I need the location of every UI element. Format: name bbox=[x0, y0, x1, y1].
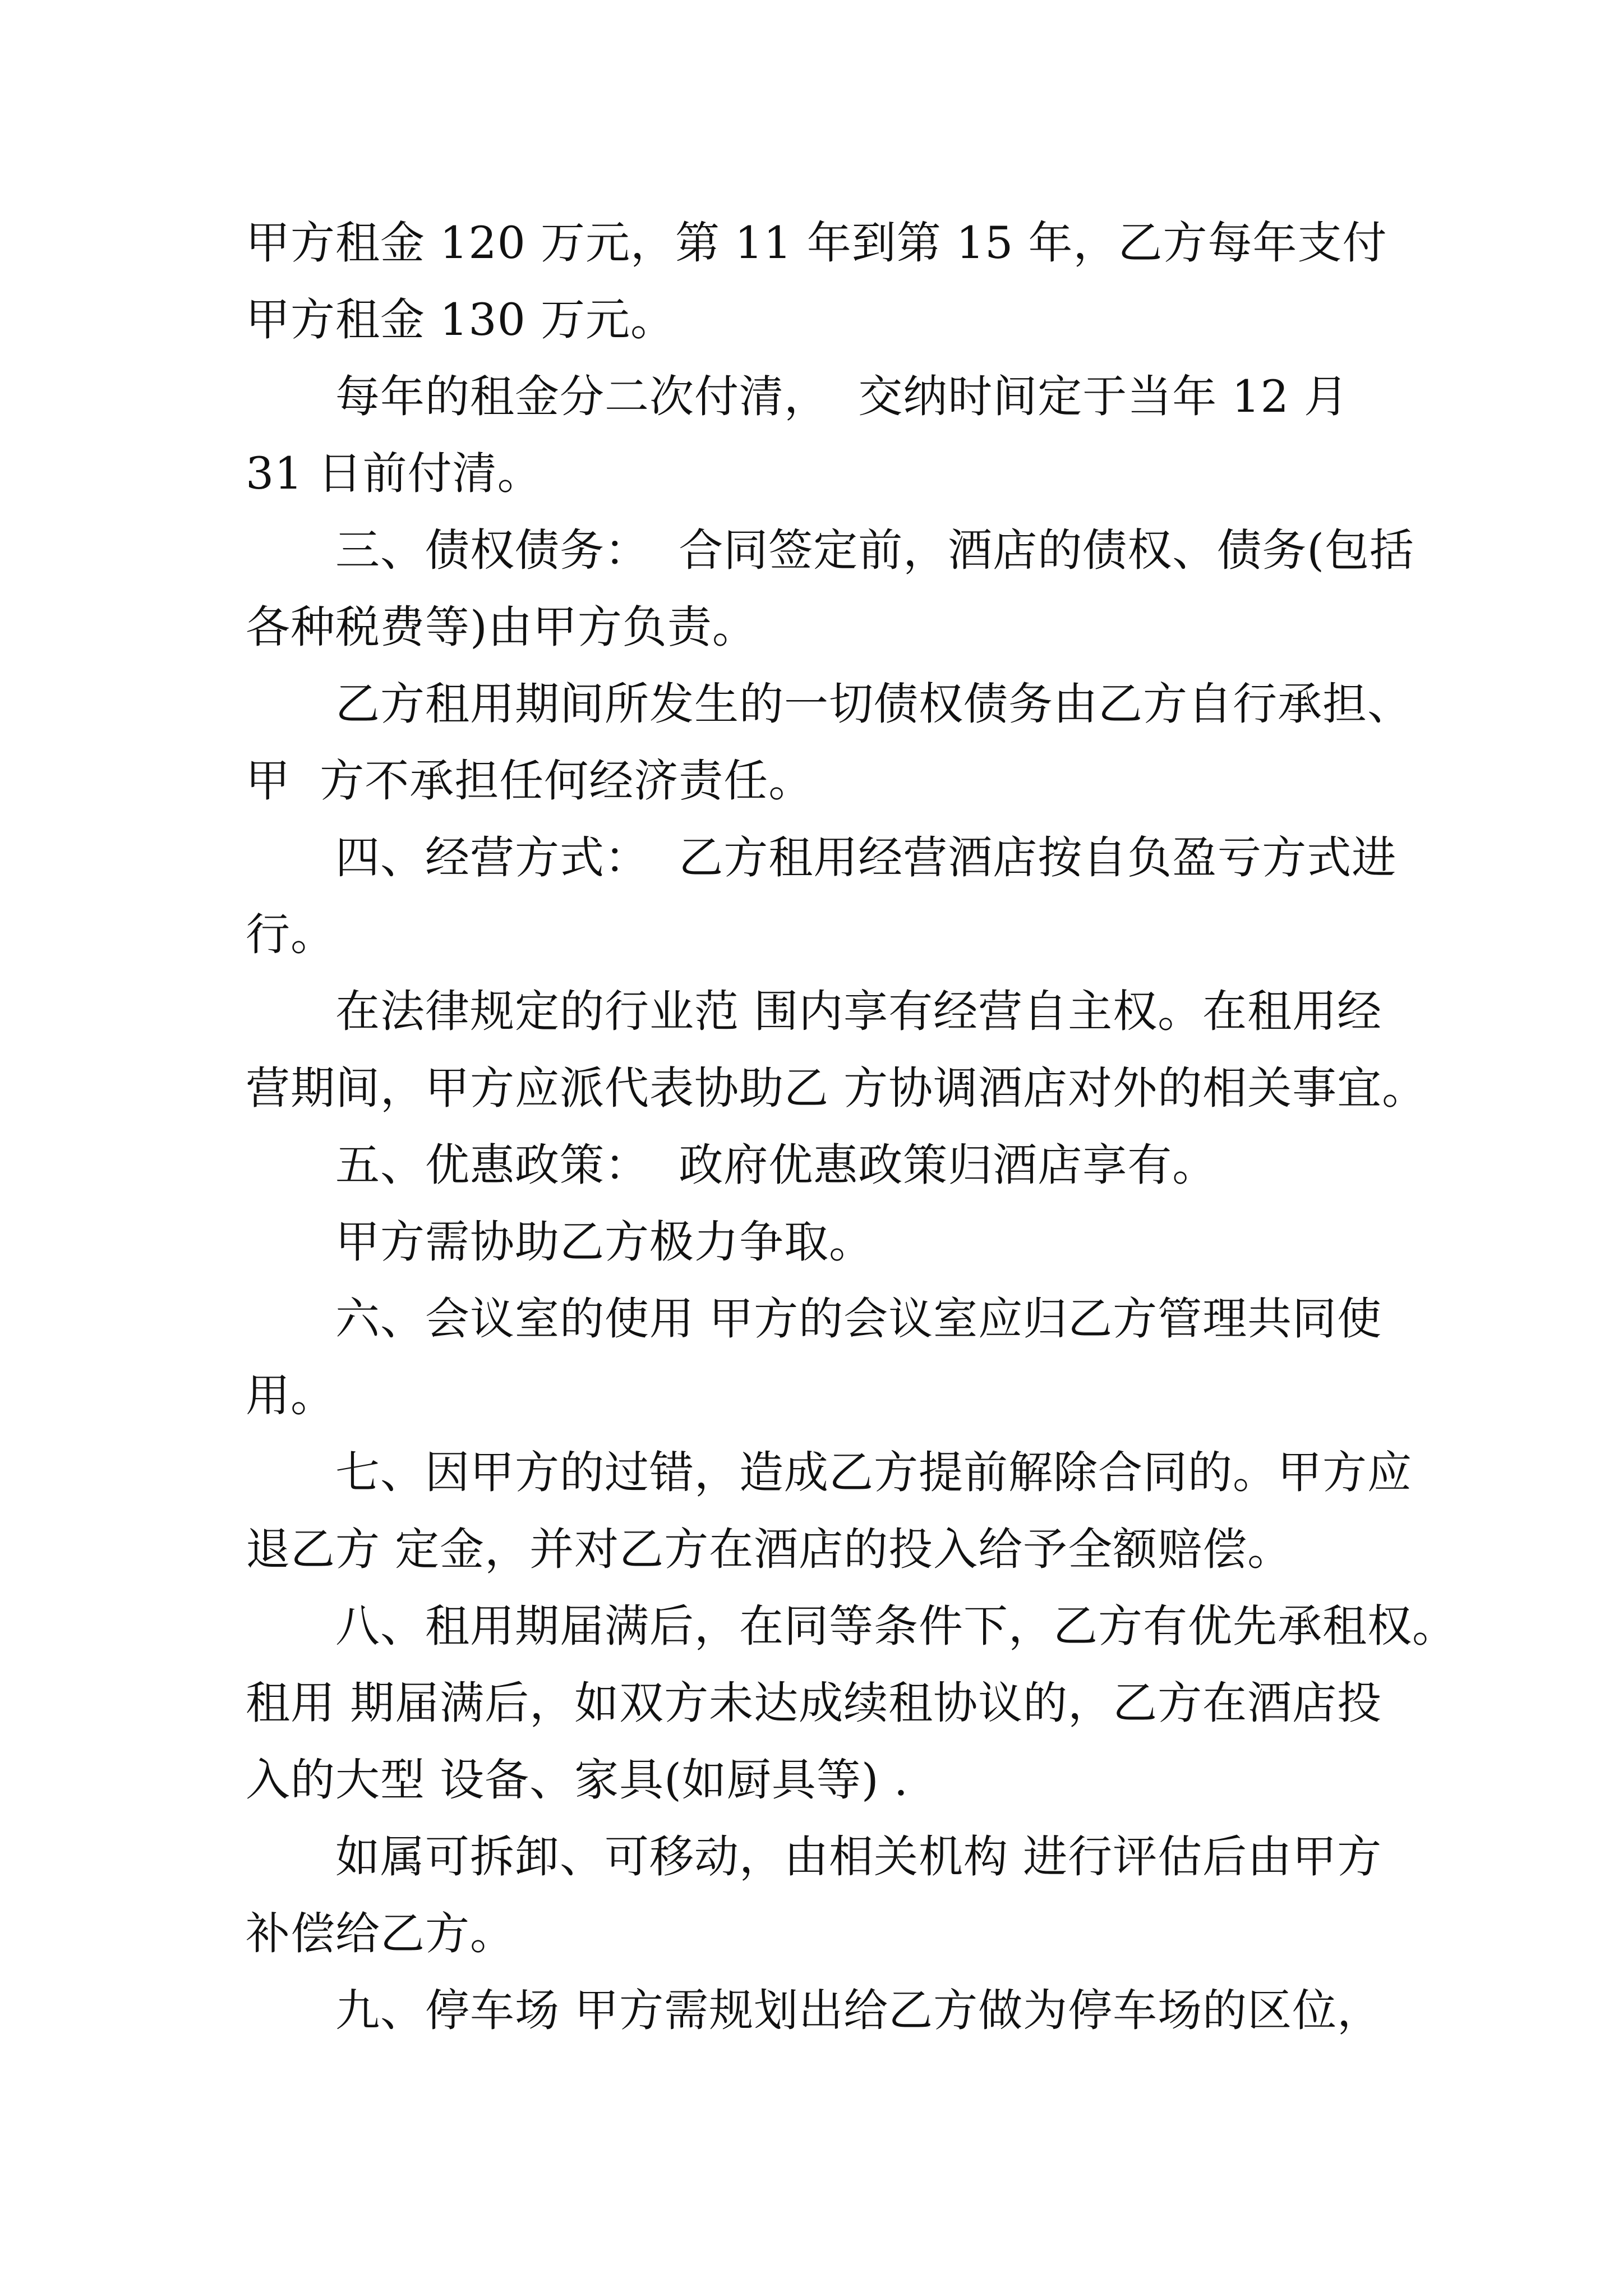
section-heading-line: 九、停车场 甲方需规划出给乙方做为停车场的区位， bbox=[335, 1985, 1382, 2036]
paragraph-start-line: 甲方需协助乙方极力争取。 bbox=[335, 1216, 874, 1268]
text-line: 租用 期届满后，如双方未达成续租协议的，乙方在酒店投 bbox=[246, 1677, 1382, 1729]
section-heading-line: 八、租用期届满后，在同等条件下，乙方有优先承租权。 bbox=[335, 1600, 1457, 1652]
text-line: 用。 bbox=[246, 1370, 335, 1421]
text-line: 31 日前付清。 bbox=[246, 448, 542, 499]
paragraph-start-line: 乙方租用期间所发生的一切债权债务由乙方自行承担、 bbox=[335, 678, 1412, 730]
section-heading-line: 七、因甲方的过错，造成乙方提前解除合同的。甲方应 bbox=[335, 1447, 1412, 1498]
paragraph-start-line: 在法律规定的行业范 围内享有经营自主权。在租用经 bbox=[335, 986, 1382, 1037]
section-heading-line: 六、会议室的使用 甲方的会议室应归乙方管理共同使 bbox=[335, 1293, 1382, 1345]
text-line: 各种税费等)由甲方负责。 bbox=[246, 601, 757, 653]
text-line: 补偿给乙方。 bbox=[246, 1908, 515, 1959]
paragraph-start-line: 如属可拆卸、可移动，由相关机构 进行评估后由甲方 bbox=[335, 1831, 1382, 1883]
section-heading-line: 五、优惠政策： 政府优惠政策归酒店享有。 bbox=[335, 1139, 1218, 1191]
text-line: 入的大型 设备、家具(如厨具等) . bbox=[246, 1754, 909, 1806]
text-line: 行。 bbox=[246, 909, 335, 960]
section-heading-line: 三、债权债务： 合同签定前，酒店的债权、债务(包括 bbox=[335, 524, 1415, 576]
text-line: 退乙方 定金，并对乙方在酒店的投入给予全额赔偿。 bbox=[246, 1524, 1293, 1575]
text-line: 甲 方不承担任何经济责任。 bbox=[246, 755, 814, 807]
paragraph-start-line: 每年的租金分二次付清， 交纳时间定于当年 12 月 bbox=[335, 371, 1349, 422]
text-line: 甲方租金 120 万元，第 11 年到第 15 年，乙方每年支付 bbox=[246, 217, 1387, 269]
text-line: 甲方租金 130 万元。 bbox=[246, 294, 676, 346]
section-heading-line: 四、经营方式： 乙方租用经营酒店按自负盈亏方式进 bbox=[335, 832, 1397, 884]
text-line: 营期间，甲方应派代表协助乙 方协调酒店对外的相关事宜。 bbox=[246, 1062, 1427, 1114]
